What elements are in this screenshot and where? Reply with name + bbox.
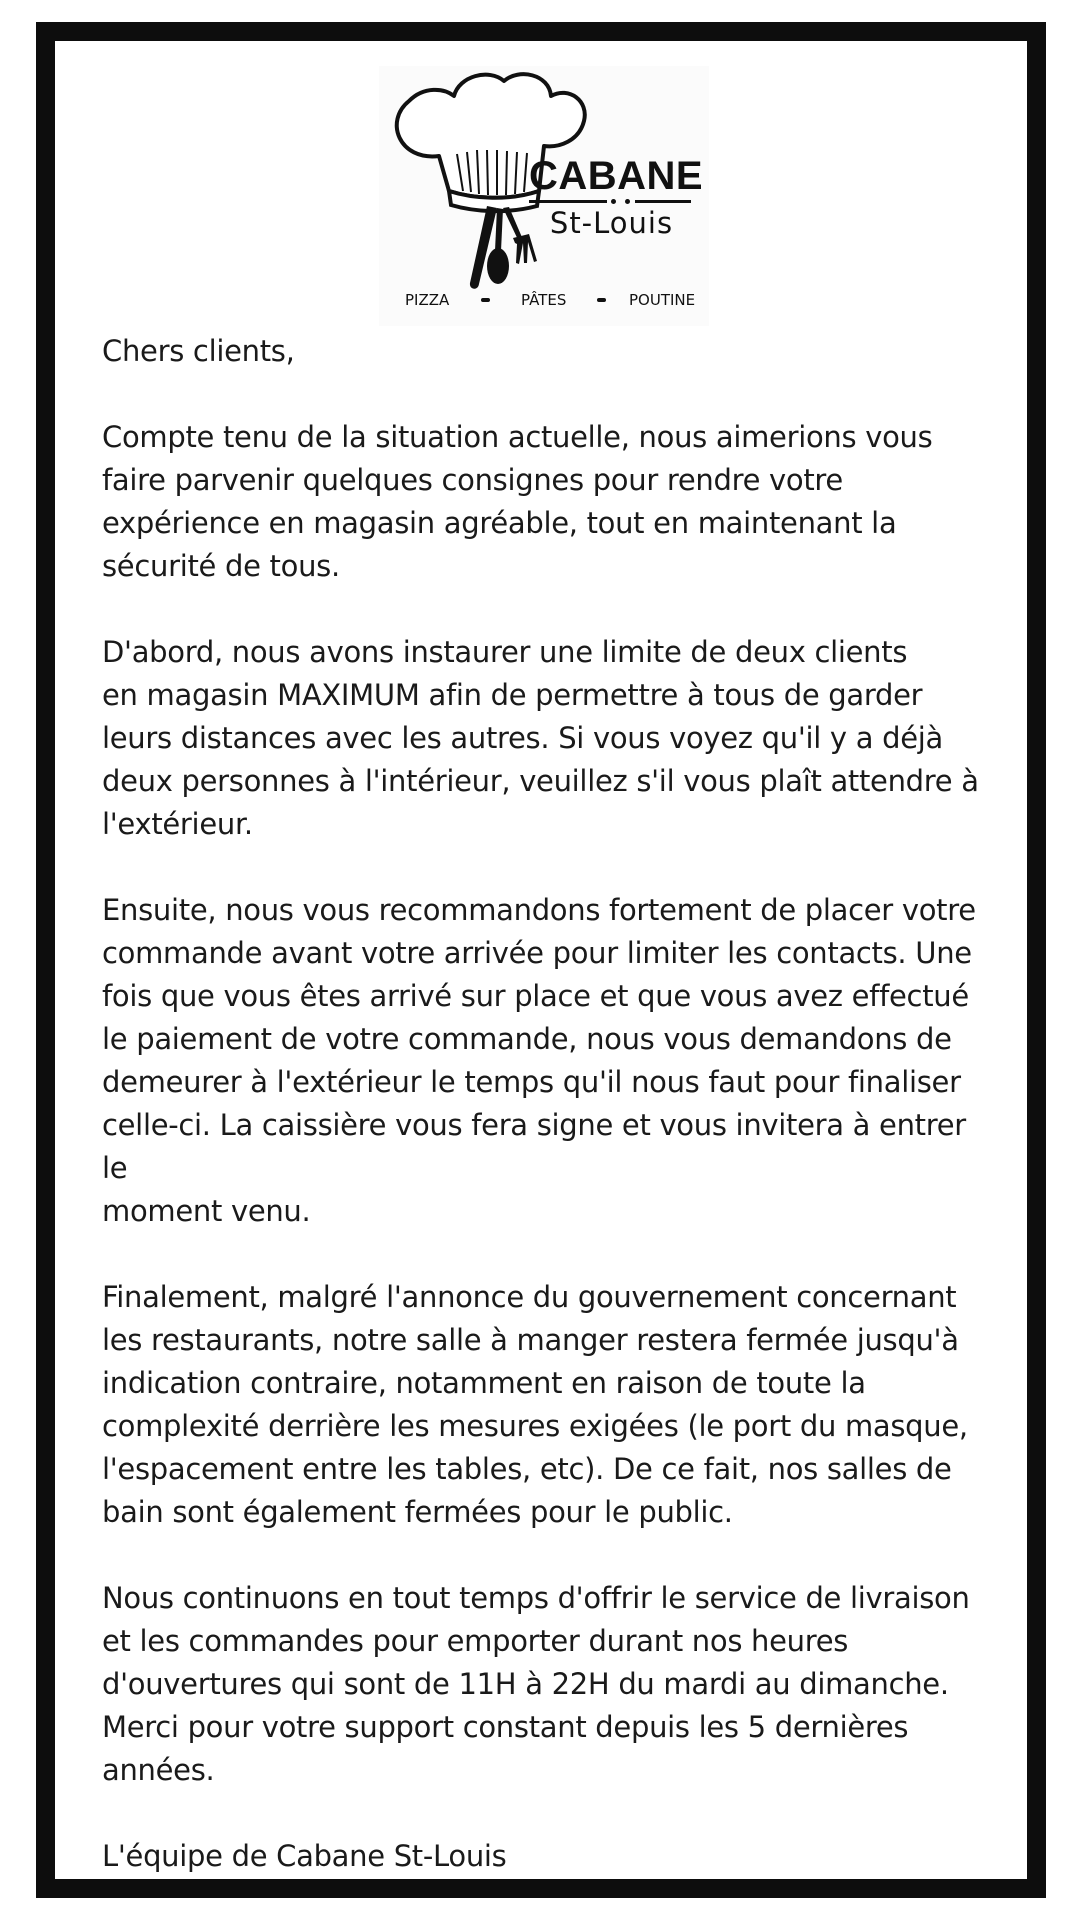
tagline-pates: PÂTES (521, 291, 567, 309)
letter-body (102, 330, 982, 1878)
tagline-poutine: POUTINE (629, 291, 696, 309)
tagline-pizza: PIZZA (405, 291, 450, 309)
tagline-separator (597, 298, 606, 302)
tagline-separator (481, 298, 490, 302)
paragraph-dining-room-closed: Finalement, malgré l'annonce du gouvernement concernant les restaurants, notre salle à manger restera fermée jusqu'à indication contraire, notamment en raison de toute la complexité derrière les mesures exigées (le port du masque, l'espacement entre les tables, etc). De ce fait, nos salles de bain sont également fermées pour le public. (102, 1280, 968, 1529)
paragraph-situation: Compte tenu de la situation actuelle, nous aimerions vous faire parvenir quelques consignes pour rendre votre expérience en magasin agréable, tout en maintenant la sécurité de tous. (102, 420, 933, 583)
logo-tagline (379, 288, 709, 312)
restaurant-logo (379, 66, 709, 326)
paragraph-delivery-hours: Nous continuons en tout temps d'offrir le service de livraison et les commandes pour emporter durant nos heures d'ouvertures qui sont de 11H à 22H du mardi au dimanche. Merci pour votre support constant depuis les 5 dernières années. (102, 1581, 970, 1787)
paragraph-client-limit: D'abord, nous avons instaurer une limite de deux clients en magasin MAXIMUM afin de permettre à tous de garder leurs distances avec les autres. Si vous voyez qu'il y a déjà deux personnes à l'intérieur, veuillez s'il vous plaît attendre à l'extérieur. (102, 635, 979, 841)
greeting: Chers clients, (102, 334, 295, 368)
brand-location: St-Louis (549, 206, 674, 240)
paragraph-order-ahead: Ensuite, nous vous recommandons fortement de placer votre commande avant votre arrivée pour limiter les contacts. Une fois que vous êtes arrivé sur place et que vous avez effectué le paiement de votre commande, nous vous demandons de demeurer à l'extérieur le temps qu'il nous faut pour finaliser celle-ci. La caissière vous fera signe et vous invitera à entrer le moment venu. (102, 893, 976, 1228)
brand-underline-dots (607, 198, 635, 205)
signature: L'équipe de Cabane St-Louis (102, 1839, 507, 1873)
brand-name: CABANE (529, 154, 704, 198)
